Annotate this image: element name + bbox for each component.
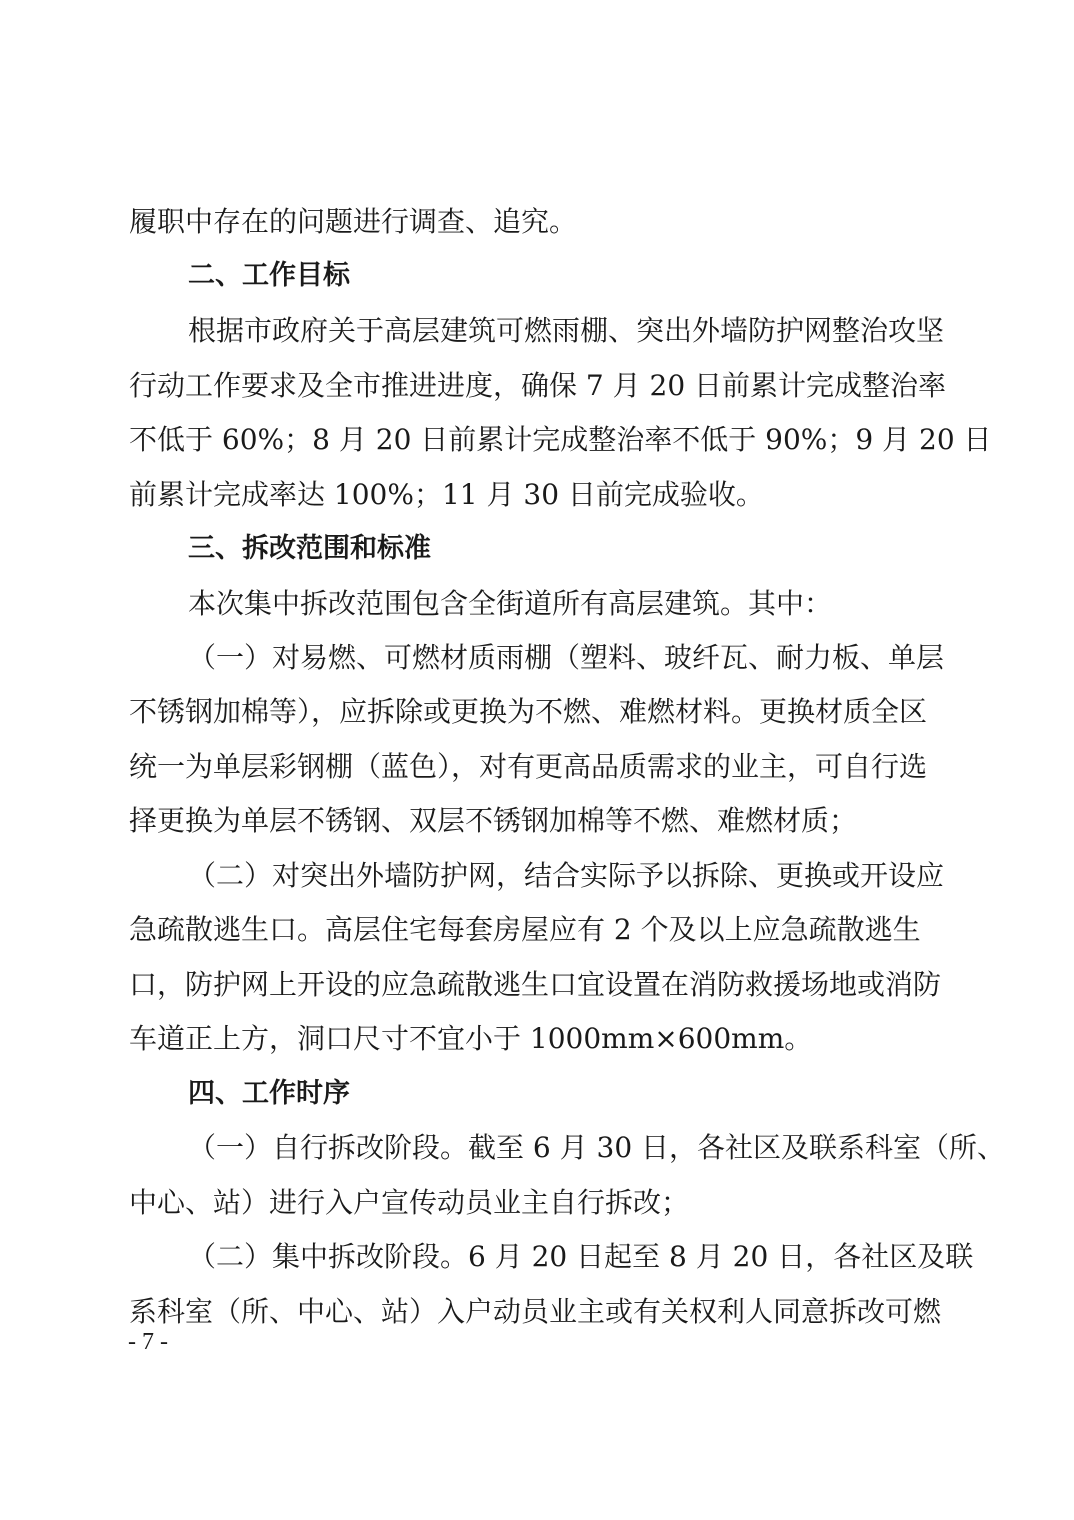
page-number: - 7 - [128, 1329, 168, 1355]
body-line-9: （一）对易燃、可燃材质雨棚（塑料、玻纤瓦、耐力板、单层 [188, 641, 945, 674]
body-line-6: 前累计完成率达 100%；11 月 30 日前完成验收。 [129, 478, 764, 511]
body-line-18: （一）自行拆改阶段。截至 6 月 30 日，各社区及联系科室（所、 [188, 1131, 1006, 1164]
body-line-3: 根据市政府关于高层建筑可燃雨棚、突出外墙防护网整治攻坚 [188, 314, 945, 347]
body-line-15: 口，防护网上开设的应急疏散逃生口宜设置在消防救援场地或消防 [129, 968, 942, 1001]
body-line-14: 急疏散逃生口。高层住宅每套房屋应有 2 个及以上应急疏散逃生 [129, 913, 921, 946]
body-line-21: 系科室（所、中心、站）入户动员业主或有关权利人同意拆改可燃 [129, 1295, 942, 1328]
body-line-13: （二）对突出外墙防护网，结合实际予以拆除、更换或开设应 [188, 859, 945, 892]
body-line-4: 行动工作要求及全市推进进度，确保 7 月 20 日前累计完成整治率 [129, 369, 947, 402]
body-line-12: 择更换为单层不锈钢、双层不锈钢加棉等不燃、难燃材质； [129, 804, 858, 837]
body-line-20: （二）集中拆改阶段。6 月 20 日起至 8 月 20 日，各社区及联 [188, 1240, 974, 1273]
body-line-16: 车道正上方，洞口尺寸不宜小于 1000mm×600mm。 [129, 1022, 813, 1055]
body-line-11: 统一为单层彩钢棚（蓝色），对有更高品质需求的业主，可自行选 [129, 750, 928, 783]
body-line-1: 履职中存在的问题进行调查、追究。 [129, 205, 578, 238]
body-line-5: 不低于 60%；8 月 20 日前累计完成整治率不低于 90%；9 月 20 日 [129, 423, 992, 456]
section-heading-work-timeline: 四、工作时序 [188, 1078, 350, 1109]
body-line-10: 不锈钢加棉等），应拆除或更换为不燃、难燃材料。更换材质全区 [129, 695, 928, 728]
section-heading-scope-standards: 三、拆改范围和标准 [188, 533, 431, 564]
body-line-19: 中心、站）进行入户宣传动员业主自行拆改； [129, 1186, 690, 1219]
body-line-8: 本次集中拆改范围包含全街道所有高层建筑。其中： [188, 587, 833, 620]
section-heading-work-goals: 二、工作目标 [188, 260, 350, 291]
